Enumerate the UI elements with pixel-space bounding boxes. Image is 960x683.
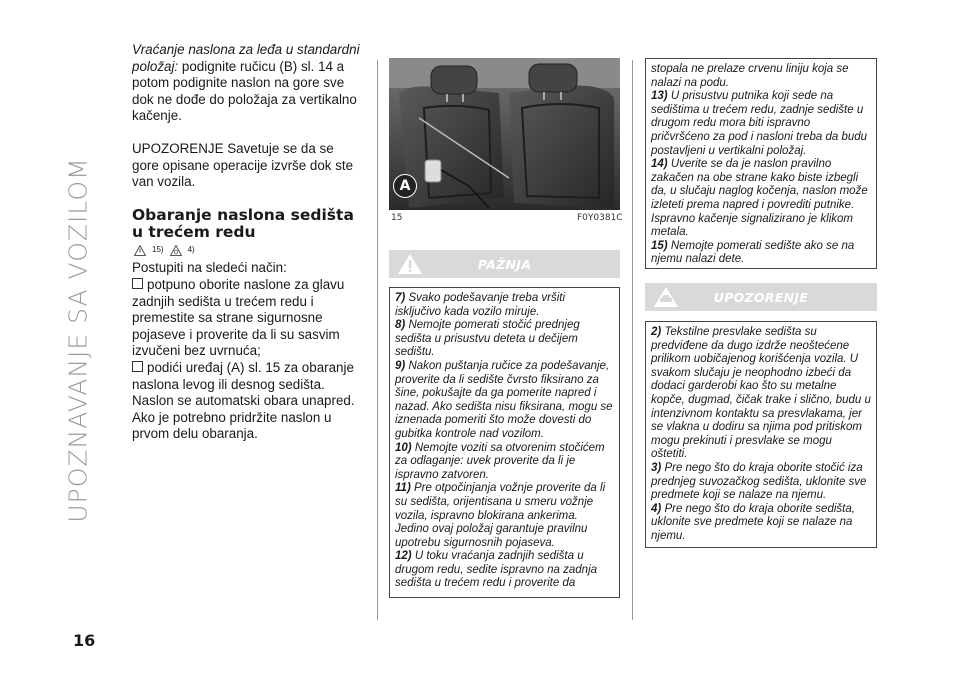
caution-title: UPOZORENJE bbox=[713, 290, 809, 305]
note-7: 7) Svako podešavanje treba vršiti isključivo kada vozilo miruje. bbox=[395, 292, 566, 318]
list-item: podići uređaj (A) sl. 15 za obaranje naslona levog ili desnog sedišta. Naslon se automatski obara unapred. Ako je potrebno pridržite naslon u prvom delu obaranja. bbox=[132, 359, 355, 442]
figure-code: F0Y0381C bbox=[577, 213, 623, 223]
warning-triangle-icon bbox=[134, 245, 146, 256]
note-4: 4) Pre nego što do kraja oborite sedišta, uklonite sve predmete koji se nalaze na njemu. bbox=[651, 502, 855, 542]
reference-4: 4) bbox=[187, 244, 195, 254]
bullet-box-icon bbox=[132, 361, 143, 372]
intro-lead: Vraćanje naslona za leđa u standardni položaj: bbox=[132, 42, 360, 74]
note-8: 8) Nemojte pomerati stočić prednjeg sedišta u prisustvu deteta u dečijem sedištu. bbox=[395, 319, 580, 359]
warning-banner bbox=[389, 250, 620, 278]
caution-banner bbox=[645, 283, 877, 311]
steps-list bbox=[132, 260, 364, 443]
caution-notes-box bbox=[645, 321, 877, 548]
continued-notes-box bbox=[645, 58, 877, 269]
note-12: 12) U toku vraćanja zadnjih sedišta u drugom redu, sedite ispravno na zadnja sedišta u trećem redu i proverite da bbox=[395, 550, 598, 590]
upozorenje-paragraph: UPOZORENJE Savetuje se da se gore opisane operacije izvrše dok ste van vozila. bbox=[132, 140, 354, 190]
note-9: 9) Nakon puštanja ručice za podešavanje, proverite da li sedište čvrsto fiksirano za šine, pokušajte da ga pomerite napred i nazad. Ako sedišta nisu fiksirana, mogu se iznenada pomeriti što može dovesti do gubitka kontrole nad vozilom. bbox=[395, 359, 613, 440]
note-12-continuation: stopala ne prelaze crvenu liniju koja se nalazi na podu. bbox=[651, 63, 849, 89]
note-10: 10) Nemojte voziti sa otvorenim stočićem za odlaganje: uvek proverite da li je ispravno zatvoren. bbox=[395, 441, 605, 481]
steps-intro: Postupiti na sledeći način: bbox=[132, 260, 287, 276]
reference-15: 15) bbox=[152, 244, 164, 254]
figure-number: 15 bbox=[391, 213, 403, 223]
note-14: 14) Uverite se da je naslon pravilno zakačen na obe strane kako biste izbegli da, u slučaju naglog kočenja, naslon može izleteti prema napred i povrediti putnike. Ispravno kačenje signalizirano je klikom metala. bbox=[651, 158, 868, 239]
bullet-box-icon bbox=[132, 278, 143, 289]
column-divider bbox=[632, 60, 633, 620]
intro-body: podignite ručicu (B) sl. 14 a potom podignite naslon na gore sve dok ne dođe do položaja za vertikalno kačenje. bbox=[132, 58, 357, 124]
reference-markers bbox=[134, 242, 364, 259]
note-15: 15) Nemojte pomerati sedište ako se na njemu nalazi dete. bbox=[651, 239, 855, 266]
seat-photo bbox=[389, 58, 620, 210]
column-divider bbox=[377, 60, 378, 620]
callout-a: A bbox=[393, 174, 417, 198]
warning-notes-box bbox=[389, 287, 620, 598]
page-number: 16 bbox=[73, 631, 96, 650]
note-2: 2) Tekstilne presvlake sedišta su predviđene da dugo izdrže neoštećene prilikom uobičajenog korišćenja vozila. U svakom slučaju je neophodno izbeći da dodaci garderobi kao što su metalne kopče, dugmad, čičak trake i slično, budu u intenzivnom kontaktu sa presvlakama, jer se vlakna u dodiru sa njima pod pritiskom mogu prekinuti i presvlake se mogu oštetiti. bbox=[651, 326, 871, 461]
section-heading: Obaranje naslona sedišta u trećem redu bbox=[132, 205, 354, 241]
list-item: potpuno oborite naslone za glavu zadnjih sedišta u trećem redu i premestite sa strane sigurnosne pojaseve i proverite da li su sasvim izvučeni bez uvrnuća; bbox=[132, 276, 345, 359]
note-11: 11) Pre otpočinjanja vožnje proverite da li su sedišta, orijentisana u smeru vožnje vozila, ispravno blokirana ankerima. Jedino ovaj položaj garantuje pravilnu upotrebu sigurnosnih pojaseva. bbox=[395, 482, 606, 549]
intro-paragraph bbox=[132, 42, 364, 125]
warning-title: PAŽNJA bbox=[477, 257, 532, 272]
note-3: 3) Pre nego što do kraja oborite stočić iza prednjeg suvozačkog sedišta, uklonite sve predmete koji se nalaze na njemu. bbox=[651, 461, 867, 502]
sidebar-section-title: UPOZNAVANJE SA VOZILOM bbox=[63, 157, 93, 523]
note-13: 13) U prisustvu putnika koji sede na sedištima u trećem redu, zadnje sedište u drugom redu mora biti ispravno pričvršćeno za pod i nasloni treba da budu postavljeni u vertikalni položaj. bbox=[651, 90, 868, 157]
main-text-column bbox=[132, 42, 364, 443]
seat-illustration bbox=[389, 58, 620, 210]
caution-triangle-icon bbox=[170, 245, 182, 256]
